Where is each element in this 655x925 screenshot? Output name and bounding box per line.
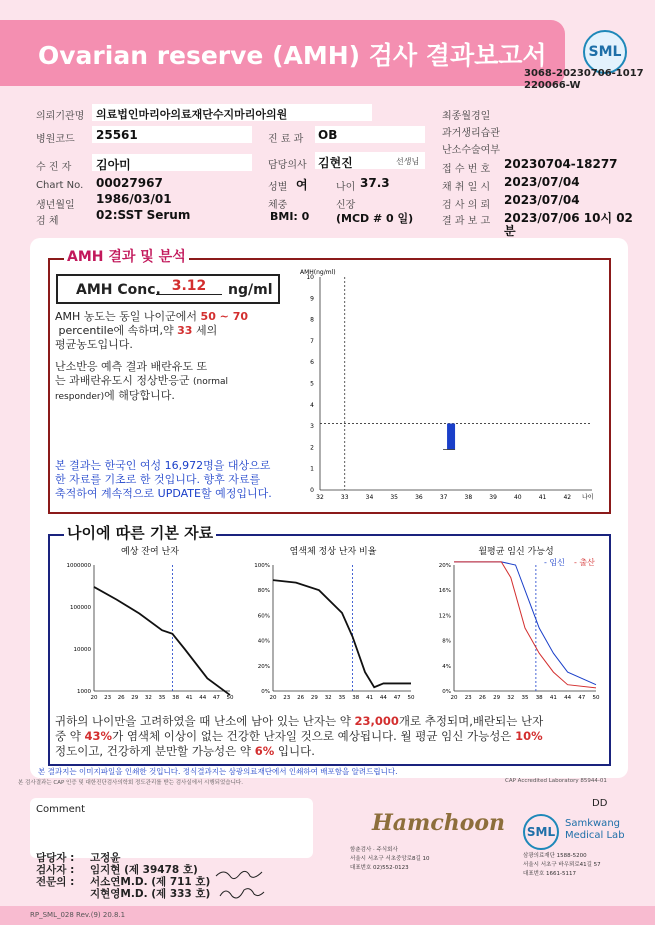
amh-conc-value: 3.12 xyxy=(156,278,222,295)
y-tick-label: 1000 xyxy=(77,689,91,695)
footnote-1: 본 결과지는 이미지파일을 인쇄한 것입니다. 정식결과지는 삼광의료재단에서 인쇄하여 배포함을 알려드립니다. xyxy=(38,767,398,776)
sml-footer-logo-icon: SML xyxy=(523,814,559,850)
amh-data-note: 본 결과는 한국인 여성 16,972명을 대상으로 한 자료를 기초로 한 것입니다. 향후 자료를 축적하여 계속적으로 UPDATE할 예정입니다. xyxy=(55,459,272,500)
x-tick-label: 29 xyxy=(310,695,318,701)
y-tick-label: 10000 xyxy=(73,647,91,653)
y-tick-label: 0% xyxy=(442,689,451,695)
pregnancy-chart xyxy=(428,543,604,705)
x-tick-label: 38 xyxy=(535,695,543,701)
x-tick-label: 23 xyxy=(104,695,112,701)
x-tick-label: 50 xyxy=(226,695,234,701)
amh-response: 난소반응 예측 결과 배란유도 또 는 과배란유도시 정상반응군 (normal responder)에 해당합니다. xyxy=(55,360,229,402)
x-tick-label: 44 xyxy=(199,695,207,701)
patient-info: 의뢰기관명 의료법인마리아의료재단수지마리아의원 병원코드 25561 진 료 과 OB 수 진 자 김아미 담당의사 김현진 선생님 Chart No. 00027967 성별 여 나이 37.3 생년월일 1986/03/01 체중 신장 검 체 02:SST Serum BMI: 0 (MCD # 0 일) xyxy=(30,104,430,229)
x-tick-label: 33 xyxy=(340,494,349,501)
comment-box: Comment xyxy=(30,798,313,858)
remaining-eggs-chart xyxy=(62,543,238,705)
normal-eggs-chart xyxy=(247,543,419,705)
chart-no: 00027967 xyxy=(96,176,163,190)
hamchoon-info: 함춘검사 · 주식회사 서울시 서초구 서초중앙로8길 10 대표번호 02)552-0123 xyxy=(350,847,430,871)
x-tick-label: 20 xyxy=(450,695,458,701)
x-tick-label: 36 xyxy=(415,494,423,501)
institution: 의료법인마리아의료재단수지마리아의원 xyxy=(96,108,288,121)
y-tick-label: 100% xyxy=(254,563,270,569)
age: 37.3 xyxy=(360,176,390,190)
chart-title: 월평균 임신 가능성 xyxy=(478,547,554,557)
x-tick-label: 34 xyxy=(365,494,374,501)
sex: 여 xyxy=(296,178,308,192)
x-tick-label: 37 xyxy=(439,494,448,501)
receipt-info: 최종월경일 과거생리습관 난소수술여부 접 수 번 호 20230704-18277 채 취 일 시 2023/07/04 검 사 의 뢰 2023/07/04 결 과 보 고 2023/07/06 10시 02 분 xyxy=(442,111,633,238)
sml-logo-icon: SML xyxy=(583,30,627,74)
amh-section-title: AMH 결과 및 분석 xyxy=(64,246,189,266)
dob: 1986/03/01 xyxy=(96,192,172,206)
x-tick-label: 26 xyxy=(117,695,125,701)
sml-info: 삼광의료재단 1588-5200 서울시 서초구 바우뫼로41길 57 대표번호 1661-5117 xyxy=(523,853,601,877)
y-tick-label: 5 xyxy=(310,380,314,388)
x-tick-label: 47 xyxy=(393,695,401,701)
y-tick-label: 7 xyxy=(310,337,314,345)
x-tick-label: 39 xyxy=(489,494,497,501)
staff-names: 고정윤 임지현 (제 39478 호) 서소연M.D. (제 711 호) 지현영M.D. (제 333 호) xyxy=(90,852,211,900)
x-tick-label: 40 xyxy=(513,494,522,501)
hamchoon-logo: Hamchoon xyxy=(372,810,506,836)
y-tick-label: 16% xyxy=(438,588,451,595)
x-tick-label: 32 xyxy=(316,494,324,501)
x-tick-label: 44 xyxy=(379,695,387,701)
x-tick-label: 20 xyxy=(90,695,98,701)
x-tick-label: 42 xyxy=(563,494,572,501)
x-tick-label: 23 xyxy=(464,695,472,701)
mcd: (MCD # 0 일) xyxy=(336,212,414,225)
y-tick-label: 0% xyxy=(261,689,270,695)
x-tick-label: 35 xyxy=(521,695,529,701)
x-tick-label: 47 xyxy=(212,695,220,701)
y-tick-label: 4% xyxy=(442,663,451,670)
hospital-code: 25561 xyxy=(96,128,138,142)
chart-title: 예상 잔여 난자 xyxy=(121,547,179,557)
department: OB xyxy=(318,128,338,142)
x-tick-label: 35 xyxy=(390,494,399,501)
x-tick-label: 20 xyxy=(269,695,277,701)
y-tick-label: 20% xyxy=(438,563,451,569)
x-tick-label: 38 xyxy=(464,494,473,501)
cap-note: CAP Accredited Laboratory 85944-01 xyxy=(505,778,607,784)
y-tick-label: 20% xyxy=(257,663,270,670)
x-axis-label: 나이 xyxy=(582,494,594,501)
y-tick-label: 100000 xyxy=(70,605,91,611)
x-tick-label: 50 xyxy=(592,695,600,701)
legend-label: - 출산 xyxy=(574,558,595,567)
y-tick-label: 9 xyxy=(310,295,314,303)
x-tick-label: 32 xyxy=(324,695,332,701)
x-tick-label: 41 xyxy=(538,494,547,501)
report-title: Ovarian reserve (AMH) 검사 결과보고서 xyxy=(38,41,547,70)
x-tick-label: 47 xyxy=(578,695,586,701)
dd-mark: DD xyxy=(592,798,608,809)
y-tick-label: 4 xyxy=(310,401,314,409)
y-tick-label: 0 xyxy=(310,487,314,494)
form-code: RP_SML_028 Rev.(9) 20.8.1 xyxy=(30,911,126,919)
amh-interpretation: AMH 농도는 동일 나이군에서 50 ~ 70 percentile에 속하며,약 33 세의 평균농도입니다. xyxy=(55,310,249,351)
doctor-name: 김현진 xyxy=(318,156,353,170)
basic-summary: 귀하의 나이만을 고려하였을 때 난소에 남아 있는 난자는 약 23,000개로 추정되며,배란되는 난자 중 약 43%가 염색체 이상이 없는 건강한 난자일 것으로 예상됩니다. 월 평균 임신 가능성은 10% 정도이고, 건강하게 분만할 가능성은 약 6% 입니다. xyxy=(55,714,544,758)
x-tick-label: 50 xyxy=(407,695,415,701)
y-tick-label: 3 xyxy=(310,423,314,431)
x-tick-label: 35 xyxy=(158,695,166,701)
x-tick-label: 41 xyxy=(185,695,193,701)
footnote-2: 본 검사결과는 CAP 인증 및 대한진단검사의학회 정도관리를 받는 검사실에서 시행되었습니다. xyxy=(18,780,243,786)
collect-date: 2023/07/04 xyxy=(504,175,580,189)
legend-label: - 임신 xyxy=(544,558,565,567)
x-tick-label: 41 xyxy=(366,695,374,701)
x-tick-label: 32 xyxy=(144,695,152,701)
y-tick-label: 8% xyxy=(442,638,451,645)
x-tick-label: 29 xyxy=(493,695,501,701)
x-tick-label: 26 xyxy=(297,695,305,701)
bmi: BMI: 0 xyxy=(270,210,310,223)
x-tick-label: 32 xyxy=(507,695,515,701)
x-tick-label: 29 xyxy=(131,695,139,701)
specimen: 02:SST Serum xyxy=(96,208,191,222)
chart-background xyxy=(298,265,604,505)
x-tick-label: 26 xyxy=(478,695,486,701)
x-tick-label: 38 xyxy=(352,695,360,701)
y-tick-label: 1000000 xyxy=(66,563,91,569)
request-date: 2023/07/04 xyxy=(504,193,580,207)
y-axis-label: AMH(ng/ml) xyxy=(300,269,336,276)
chart-title: 염색체 정상 난자 비율 xyxy=(289,547,377,557)
y-tick-label: 80% xyxy=(257,588,270,595)
signature-icon xyxy=(212,866,272,906)
x-tick-label: 38 xyxy=(172,695,180,701)
amh-conc-box: AMH Conc. 3.12 ng/ml xyxy=(56,274,280,304)
x-tick-label: 35 xyxy=(338,695,346,701)
report-date: 2023/07/06 10시 02 xyxy=(504,211,633,225)
y-tick-label: 6 xyxy=(310,359,314,367)
report-code: 3068-20230706-1017 220066-W xyxy=(524,68,644,91)
x-tick-label: 44 xyxy=(564,695,572,701)
x-tick-label: 23 xyxy=(283,695,291,701)
patient-name: 김아미 xyxy=(96,158,131,172)
x-tick-label: 41 xyxy=(549,695,557,701)
receipt-no: 20230704-18277 xyxy=(504,157,618,171)
basic-section-title: 나이에 따른 기본 자료 xyxy=(64,522,216,543)
y-tick-label: 1 xyxy=(310,465,314,473)
staff-labels: 담당자 : 검사자 : 전문의 : xyxy=(36,852,75,888)
patient-marker xyxy=(447,424,455,450)
y-tick-label: 40% xyxy=(257,638,270,645)
y-tick-label: 10 xyxy=(306,274,314,281)
y-tick-label: 2 xyxy=(310,444,314,452)
y-tick-label: 60% xyxy=(257,613,270,620)
y-tick-label: 8 xyxy=(310,316,314,324)
sml-name: Samkwang Medical Lab xyxy=(565,818,625,841)
y-tick-label: 12% xyxy=(438,613,451,620)
amh-age-chart xyxy=(298,265,604,505)
